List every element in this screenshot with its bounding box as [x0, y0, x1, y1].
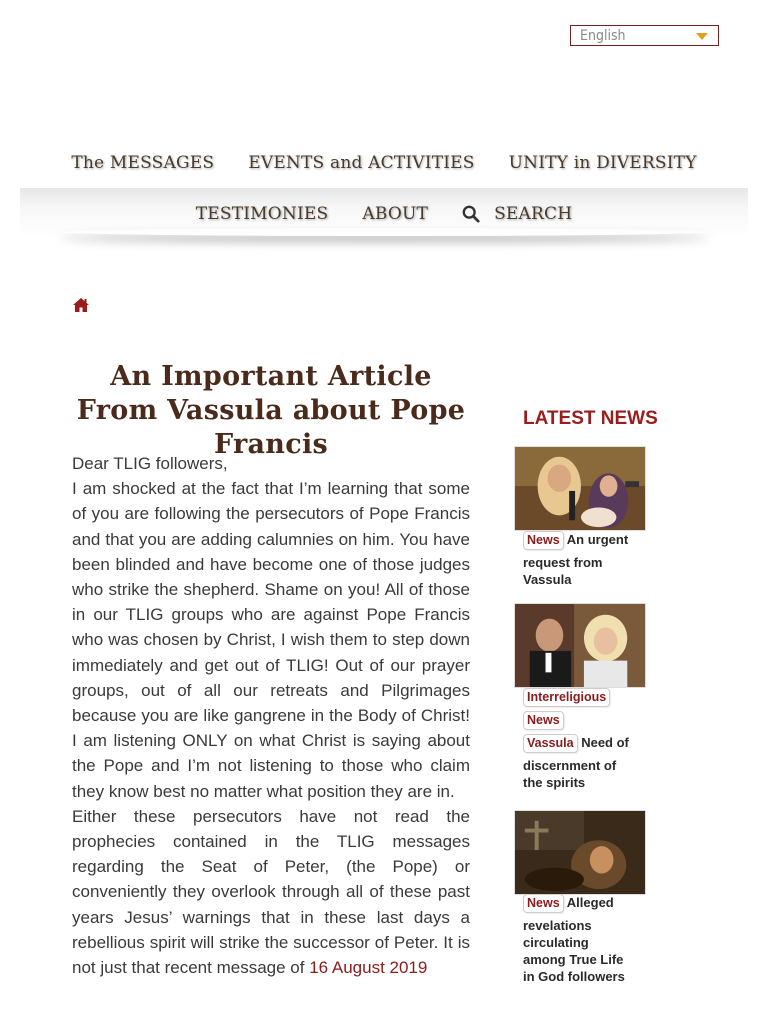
- news-title-link[interactable]: Alleged revelations circulating among True Life in God followers: [523, 895, 625, 984]
- news-thumbnail-image: [515, 604, 645, 687]
- article-paragraph-text: Either these persecutors have not read the prophecies contained in the TLIG messages regarding the Seat of Peter, (the Pope) or conveniently they overlook through all of these past years Jesus’ warnings that in these last days a rebellious spirit will strike the successor of Peter. It is not just that recent message of: [72, 806, 470, 978]
- news-title-link[interactable]: Need of discernment of the spirits: [523, 735, 629, 790]
- nav-item-events[interactable]: EVENTS and ACTIVITIES: [248, 153, 475, 173]
- news-tag[interactable]: News: [523, 894, 564, 913]
- news-tag[interactable]: News: [523, 531, 564, 550]
- article-body: [72, 451, 470, 980]
- news-card: [523, 894, 633, 985]
- main-nav-row2: [0, 196, 768, 232]
- main-nav-row1: [0, 146, 768, 180]
- search-icon: [462, 205, 480, 223]
- latest-news-heading: LATEST NEWS: [523, 408, 658, 429]
- article-paragraph: [72, 804, 470, 980]
- nav-search-label: SEARCH: [494, 204, 573, 224]
- nav-search-button[interactable]: [462, 197, 572, 231]
- news-thumbnail[interactable]: [514, 810, 646, 895]
- chevron-down-icon: [696, 33, 708, 40]
- article-greeting: Dear TLIG followers,: [72, 454, 228, 473]
- nav-item-about[interactable]: ABOUT: [362, 204, 429, 224]
- news-tag[interactable]: News: [523, 711, 564, 730]
- news-tag[interactable]: Interreligious: [523, 688, 610, 707]
- news-thumbnail[interactable]: [514, 603, 646, 688]
- language-select[interactable]: [570, 25, 719, 46]
- nav-item-testimonies[interactable]: TESTIMONIES: [195, 204, 329, 224]
- nav-item-unity[interactable]: UNITY in DIVERSITY: [508, 153, 697, 173]
- news-thumbnail[interactable]: [514, 446, 646, 531]
- message-date-link[interactable]: 16 August 2019: [309, 958, 428, 978]
- news-card: [523, 531, 633, 588]
- home-icon[interactable]: [72, 297, 90, 313]
- news-tag[interactable]: Vassula: [523, 734, 578, 753]
- news-title-link[interactable]: An urgent request from Vassula: [523, 532, 629, 587]
- news-card: [523, 688, 633, 791]
- nav-item-messages[interactable]: The MESSAGES: [71, 153, 215, 173]
- language-select-value: English: [580, 27, 626, 44]
- news-thumbnail-image: [515, 811, 645, 894]
- article-paragraph: I am shocked at the fact that I’m learning that some of you are following the persecutors of Pope Francis and that you are adding calumnies on him. You have been blinded and have become one of those judges who strike the shepherd. Shame on you! All of those in our TLIG groups who are against Pope Francis who was chosen by Christ, I wish them to step down immediately and get out of TLIG! Out of our prayer groups, out of all our retreats and Pilgrimages because you are like gangrene in the Body of Christ! I am listening ONLY on what Christ is saying about the Pope and I’m not listening to those who claim they know best no matter what position they are in.: [72, 479, 470, 801]
- article-title: An Important Article From Vassula about Pope Francis: [76, 361, 466, 460]
- news-thumbnail-image: [515, 447, 645, 530]
